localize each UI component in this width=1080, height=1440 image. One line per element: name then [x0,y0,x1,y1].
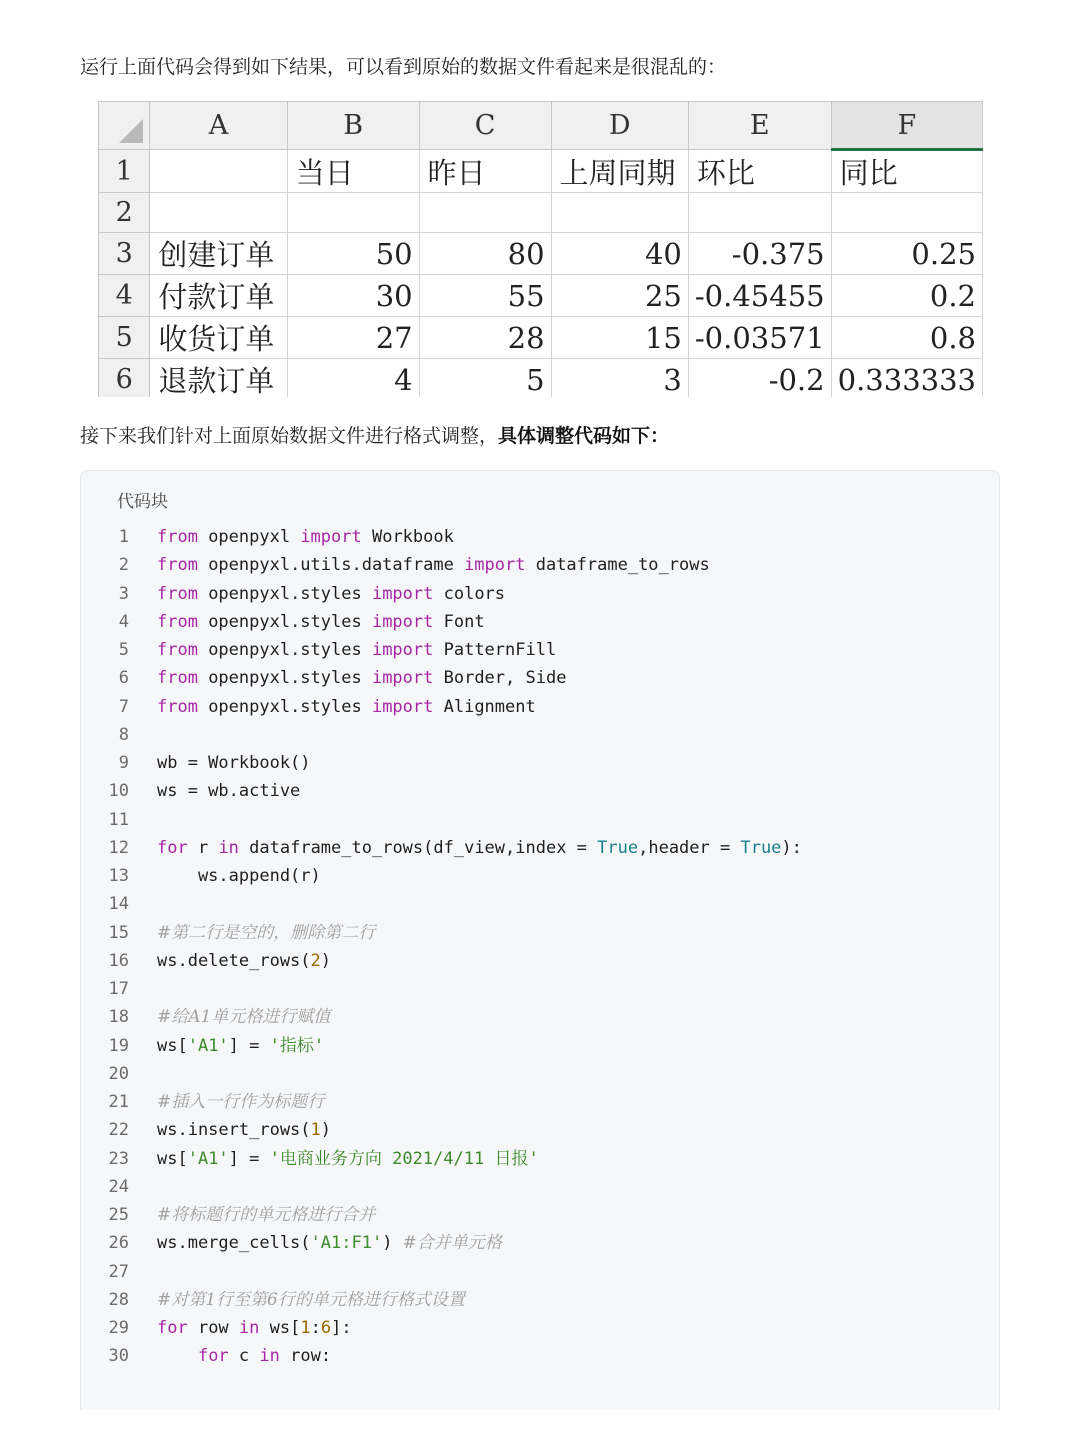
code-token: ]: [331,1318,352,1338]
line-number: 29 [108,1318,129,1338]
code-token: openpyxl.styles [197,640,372,660]
code-token: #对第1行至第6行的单元格进行格式设置 [157,1289,465,1310]
code-token: openpyxl.styles [197,668,372,689]
sheet-cell[interactable]: 付款订单 [150,275,287,317]
code-token: import [300,527,362,547]
code-token: 'A1' [187,1035,229,1056]
code-line [81,636,999,664]
column-header-c[interactable]: C [419,102,551,150]
sheet-cell[interactable]: 创建订单 [150,233,287,275]
code-token: 'A1:F1' [310,1233,383,1254]
line-number: 27 [108,1261,129,1282]
code-token: True [597,837,639,858]
code-token: c [228,1346,260,1367]
code-line [81,608,999,636]
sheet-cell[interactable]: 收货订单 [150,317,287,359]
code-line [81,1060,999,1088]
sheet-cell[interactable]: 0.8 [831,317,982,359]
line-number: 15 [108,922,129,943]
code-token: #插入一行作为标题行 [157,1092,325,1112]
code-line [81,1258,999,1286]
line-number: 1 [118,527,129,547]
code-token: openpyxl.styles [197,696,372,717]
line-number: 23 [108,1148,129,1169]
line-number: 8 [118,724,129,745]
code-token: '电商业务方向 2021/4/11 日报' [269,1148,539,1169]
code-block-label: 代码块 [117,492,168,512]
line-number: 21 [108,1092,129,1112]
column-header-e[interactable]: E [688,102,831,150]
column-header-b[interactable]: B [287,102,419,150]
row-number[interactable]: 1 [99,150,150,193]
code-line [81,890,999,918]
line-number: 18 [108,1007,129,1028]
code-token: ): [781,837,802,858]
sheet-cell[interactable]: 同比 [831,150,982,193]
adjust-text: 接下来我们针对上面原始数据文件进行格式调整， [80,425,499,447]
code-token: dataframe_to_rows(df_view,index = [238,837,598,858]
adjust-paragraph [80,421,669,448]
select-all-corner[interactable] [99,102,150,150]
adjust-text-bold: 具体调整代码如下： [498,425,670,447]
code-token: #给A1单元格进行赋值 [157,1007,331,1028]
line-number: 10 [108,781,129,802]
code-token: 6 [320,1318,332,1338]
code-token: from [157,640,198,660]
code-token: in [259,1346,280,1367]
code-line [81,1116,999,1144]
code-line [81,1342,999,1370]
line-number: 4 [118,611,129,632]
code-token: openpyxl [197,527,301,547]
line-number: 20 [108,1063,129,1084]
code-token: wb = Workbook() [157,753,311,773]
code-line [81,523,999,551]
sheet-cell[interactable]: -0.2 [688,359,831,398]
spreadsheet-table [98,101,983,397]
sheet-cell[interactable]: 环比 [688,150,831,193]
sheet-cell[interactable]: 30 [287,275,419,317]
line-number: 9 [118,753,129,773]
sheet-cell[interactable] [150,150,287,193]
line-number: 6 [118,668,129,689]
code-line [81,1145,999,1173]
code-token: colors [433,583,506,604]
sheet-cell[interactable]: 上周同期 [551,150,688,193]
code-token: ) [320,1120,332,1141]
code-token: ws.merge_cells( [157,1233,311,1254]
code-token: 1 [310,1120,321,1141]
sheet-row [99,359,983,398]
code-token: 2 [310,950,321,971]
code-token: #将标题行的单元格进行合并 [157,1205,376,1225]
code-line [81,1003,999,1031]
code-token: ,header = [638,837,741,858]
code-lines [81,523,999,1371]
code-line [81,1229,999,1257]
code-line [81,975,999,1003]
row-number[interactable]: 2 [99,193,150,233]
sheet-cell[interactable]: 0.333333 [831,359,982,398]
code-token: in [238,1318,260,1338]
sheet-cell[interactable]: 0.2 [831,275,982,317]
sheet-row [99,275,983,317]
row-number[interactable]: 3 [99,233,150,275]
code-token: from [157,611,198,632]
code-token: import [371,668,434,689]
code-line [81,947,999,975]
sheet-row [99,193,983,233]
sheet-cell[interactable]: 4 [287,359,419,398]
code-token: 'A1' [187,1148,229,1169]
code-token: r [187,837,219,858]
code-token: in [218,837,239,858]
code-token: ) [382,1233,403,1254]
sheet-cell[interactable]: 3 [551,359,688,398]
code-token: from [157,527,198,547]
code-token: #第二行是空的，删除第二行 [157,922,376,943]
code-token: '指标' [269,1035,325,1056]
code-token: Workbook [361,527,454,547]
line-number: 2 [118,555,129,576]
code-line [81,806,999,834]
code-token: openpyxl.styles [197,583,372,604]
line-number: 14 [108,894,129,915]
sheet-row [99,150,983,193]
code-token: openpyxl.styles [197,611,372,632]
sheet-cell[interactable]: 28 [419,317,551,359]
line-number: 25 [108,1205,129,1225]
sheet-cell[interactable]: 15 [551,317,688,359]
line-number: 13 [108,866,129,886]
sheet-cell[interactable]: 5 [419,359,551,398]
code-line [81,693,999,721]
code-token: PatternFill [433,640,557,660]
code-token: ws[ [157,1035,188,1056]
sheet-cell[interactable]: 退款订单 [150,359,287,398]
code-token: ws.insert_rows( [157,1120,311,1141]
sheet-cell[interactable]: 0.25 [831,233,982,275]
code-token: Alignment [433,696,536,717]
sheet-cell[interactable]: 50 [287,233,419,275]
code-token: from [157,583,198,604]
code-line [81,1032,999,1060]
code-token: ws[ [259,1318,301,1338]
row-number[interactable]: 5 [99,317,150,359]
column-header-row [99,102,983,150]
sheet-cell[interactable]: -0.45455 [688,275,831,317]
code-line [81,862,999,890]
code-token: ws.delete_rows( [157,950,311,971]
code-line [81,580,999,608]
code-token: ) [320,950,332,971]
code-token: ws[ [157,1148,188,1169]
code-token: Border, Side [433,668,567,689]
line-number: 12 [108,837,129,858]
code-token: import [371,640,434,660]
code-line [81,834,999,862]
line-number: 24 [108,1176,129,1197]
code-line [81,1173,999,1201]
line-number: 22 [108,1120,129,1141]
code-line [81,664,999,692]
sheet-cell[interactable]: -0.03571 [688,317,831,359]
code-line [81,919,999,947]
line-number: 28 [108,1289,129,1310]
code-token: for [157,1318,188,1338]
spreadsheet-screenshot [98,101,983,397]
column-header-f[interactable]: F [831,102,982,150]
code-token: ] = [228,1148,270,1169]
code-line [81,1201,999,1229]
sheet-cell[interactable]: 当日 [287,150,419,193]
code-token: from [157,668,198,689]
sheet-cell[interactable] [287,193,419,233]
code-token: 1 [300,1318,311,1338]
code-token: for [157,837,188,858]
code-block [80,470,1000,1410]
line-number: 16 [108,950,129,971]
code-token: : [310,1318,321,1338]
line-number: 19 [108,1035,129,1056]
code-token: from [157,555,198,576]
code-token: Font [433,611,485,632]
code-line [81,1088,999,1116]
code-token [157,1346,198,1366]
line-number: 3 [118,583,129,604]
sheet-cell[interactable] [551,193,688,233]
column-header-a[interactable]: A [150,102,287,150]
column-header-d[interactable]: D [551,102,688,150]
code-token: dataframe_to_rows [525,555,710,576]
code-line [81,551,999,579]
sheet-cell[interactable] [150,193,287,233]
code-line [81,777,999,805]
code-token: import [371,583,434,604]
line-number: 11 [108,809,129,830]
sheet-row [99,233,983,275]
code-token: openpyxl.utils.dataframe [197,555,465,576]
line-number: 7 [118,696,129,717]
code-token: for [197,1346,229,1367]
sheet-cell[interactable] [419,193,551,233]
code-token: import [464,555,526,576]
line-number: 30 [108,1346,129,1367]
sheet-cell[interactable]: 80 [419,233,551,275]
line-number: 26 [108,1233,129,1254]
sheet-cell[interactable]: 27 [287,317,419,359]
sheet-cell[interactable]: 40 [551,233,688,275]
code-token: from [157,696,198,717]
code-token: import [371,696,434,717]
row-number[interactable]: 4 [99,275,150,317]
code-token: True [740,837,782,858]
code-token: row [187,1318,239,1338]
intro-paragraph: 运行上面代码会得到如下结果，可以看到原始的数据文件看起来是很混乱的： [80,56,727,78]
code-line [81,749,999,777]
sheet-cell[interactable] [831,193,982,233]
code-token: row: [279,1346,332,1367]
row-number[interactable]: 6 [99,359,150,398]
code-line [81,1314,999,1342]
code-token: ws = wb.active [157,781,301,802]
code-line [81,1286,999,1314]
code-token: import [371,611,434,632]
line-number: 17 [108,979,129,999]
sheet-cell[interactable]: 55 [419,275,551,317]
sheet-cell[interactable]: -0.375 [688,233,831,275]
code-line [81,721,999,749]
sheet-cell[interactable]: 25 [551,275,688,317]
code-token: ws.append(r) [157,866,321,886]
code-token: ] = [228,1035,270,1056]
code-token: #合并单元格 [402,1233,502,1254]
line-number: 5 [118,640,129,660]
sheet-row [99,317,983,359]
sheet-cell[interactable]: 昨日 [419,150,551,193]
sheet-cell[interactable] [688,193,831,233]
